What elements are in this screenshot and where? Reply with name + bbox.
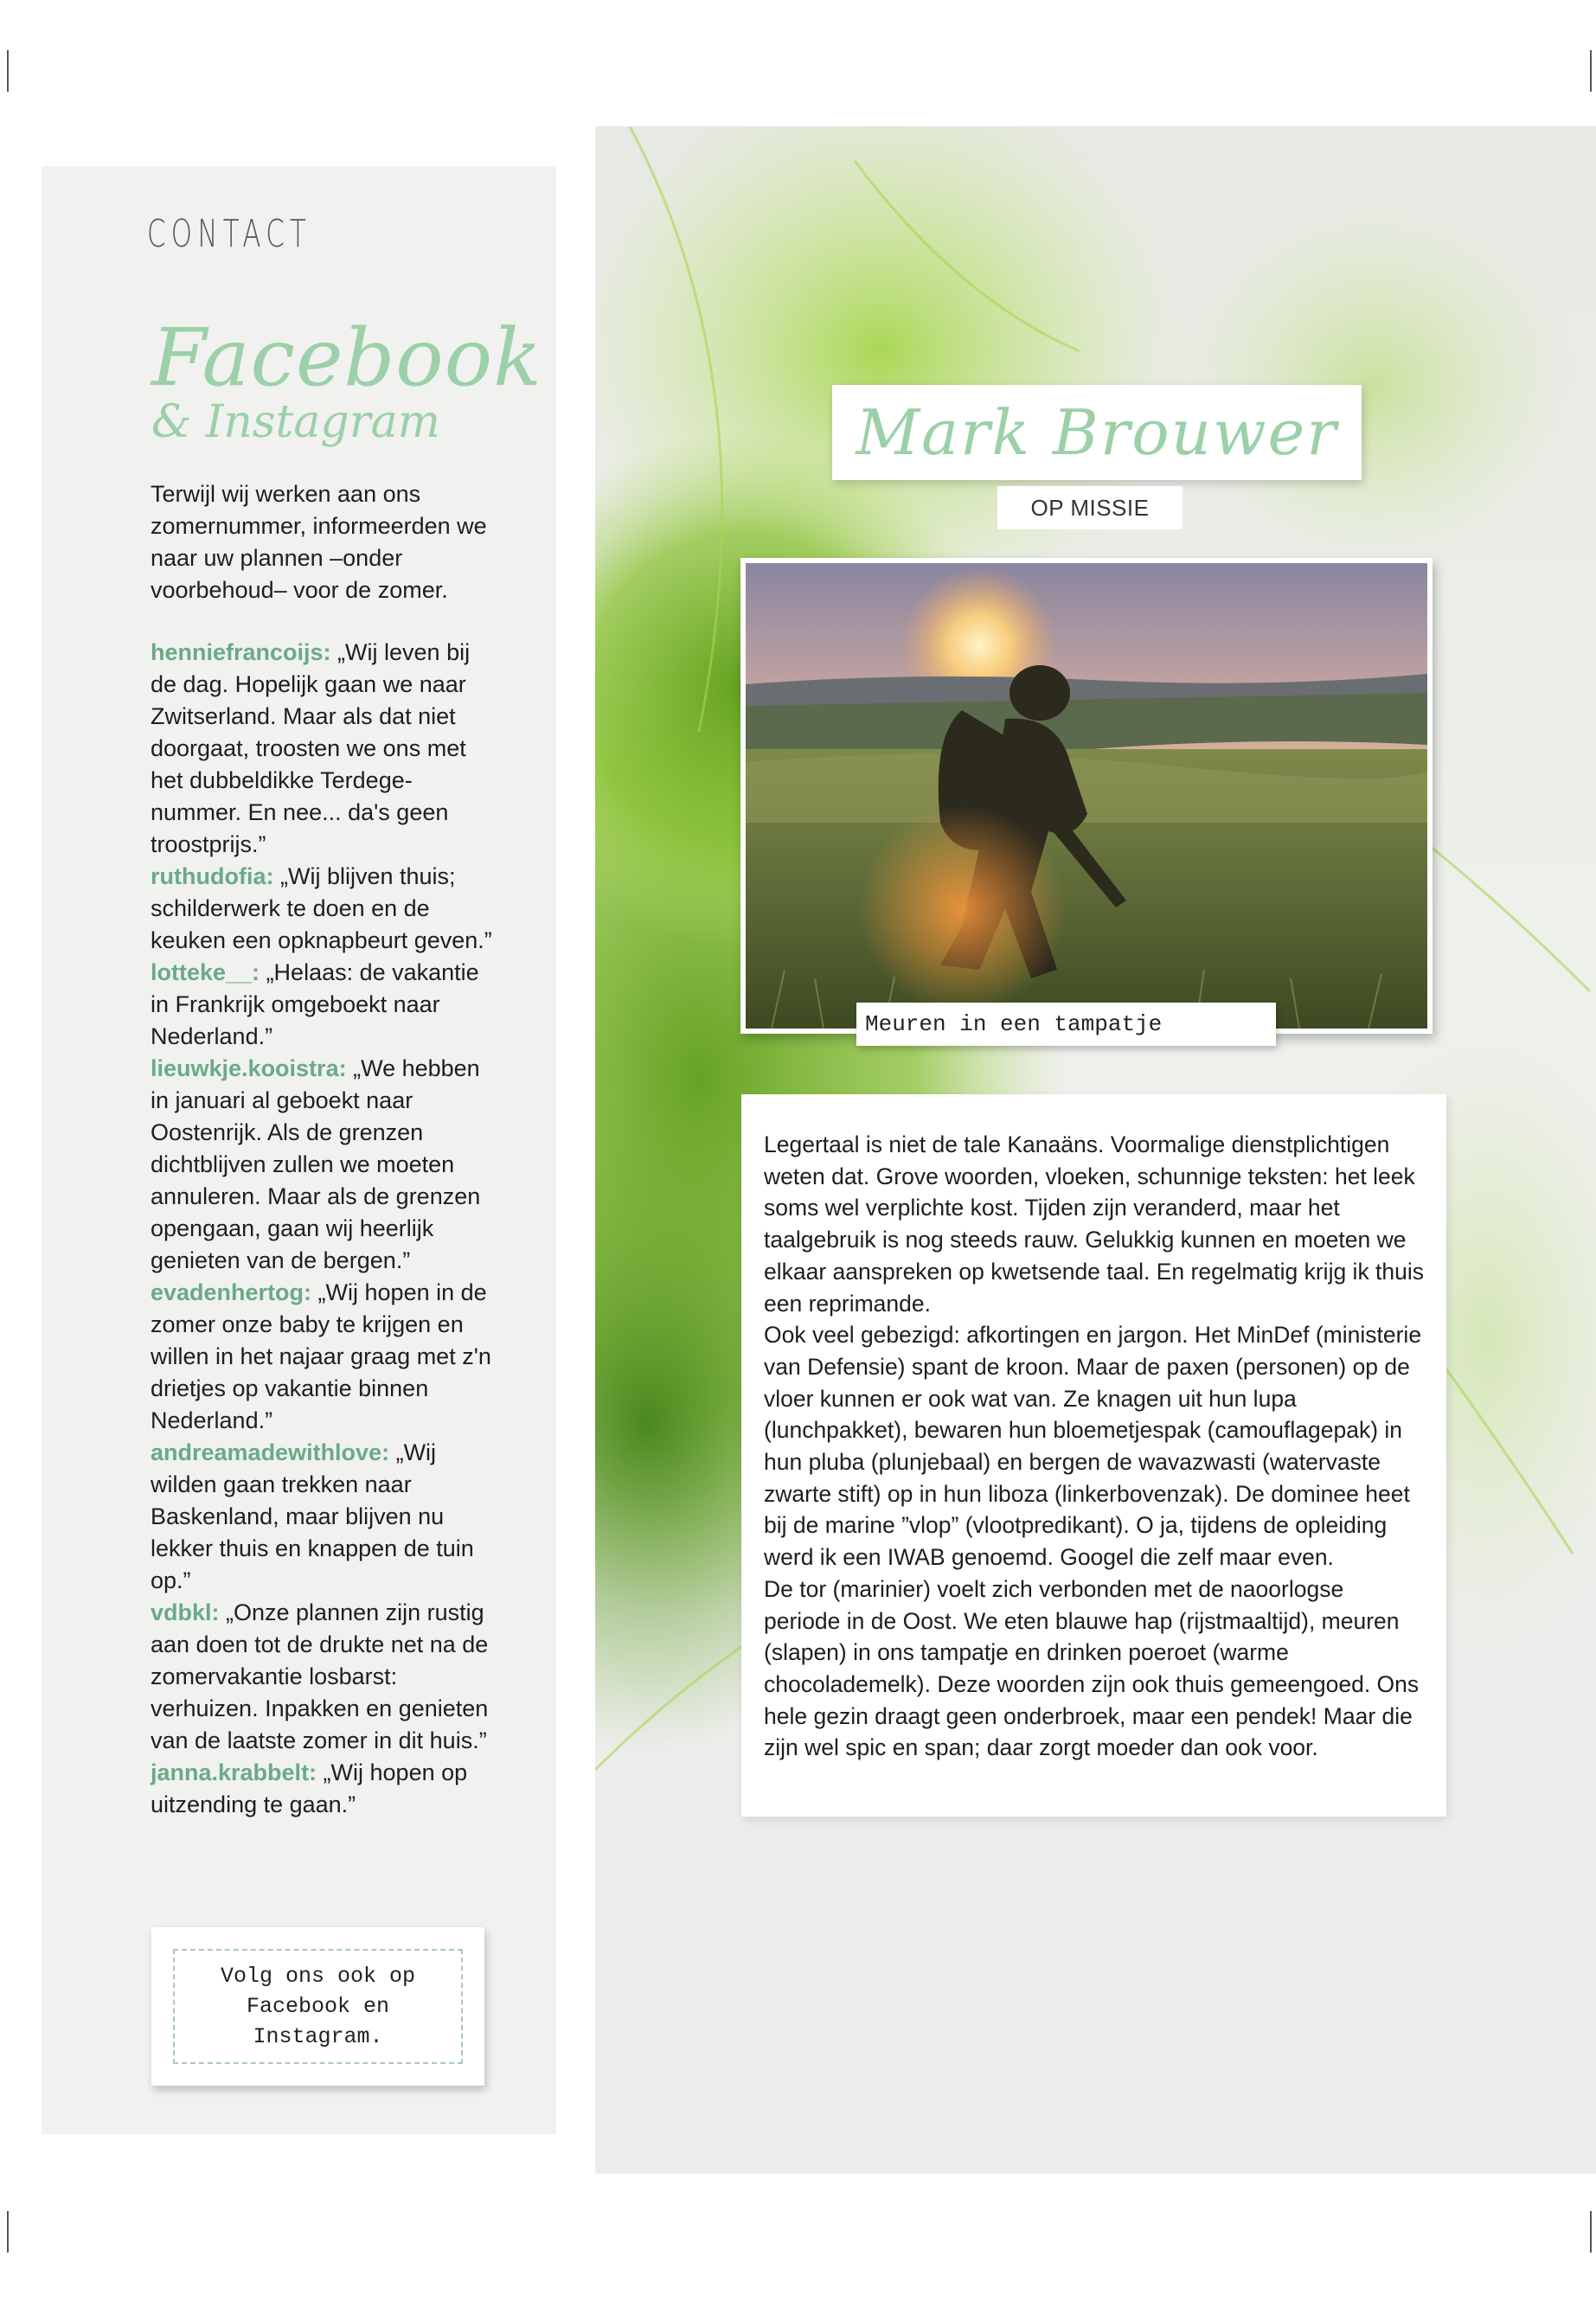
article-paragraph: Legertaal is niet de tale Kanaäns. Voormalige dienstplichtigen weten dat. Grove woorden, vloeken, schunnige teksten: het leek soms wel verplichte kost. Tijden zijn veranderd, maar het taalgebruik is nog steeds rauw. Gelukkig kunnen en moeten we elkaar aanspreken op kwetsende taal. En regelmatig krijg ik thuis een reprimande. bbox=[764, 1131, 1425, 1317]
comment-item bbox=[151, 1437, 497, 1597]
photo-caption: Meuren in een tampatje bbox=[856, 1003, 1276, 1046]
follow-card bbox=[151, 1927, 484, 2086]
comment-username: vdbkl: bbox=[151, 1599, 220, 1625]
comment-text: „We hebben in januari al geboekt naar Oostenrijk. Als de grenzen dichtblijven zullen we moeten annuleren. Maar als de grenzen opengaan, gaan wij heerlijk genieten van de bergen.” bbox=[151, 1055, 481, 1273]
crop-mark-bottom-right bbox=[1590, 2211, 1592, 2253]
follow-card-border bbox=[173, 1949, 463, 2064]
comment-text: „Helaas: de vakantie in Frankrijk omgeboekt naar Nederland.” bbox=[151, 959, 479, 1049]
comment-item bbox=[151, 637, 497, 861]
comment-username: janna.krabbelt: bbox=[151, 1759, 317, 1785]
article-body bbox=[764, 1129, 1426, 1764]
comment-username: evadenhertog: bbox=[151, 1279, 312, 1305]
comment-item bbox=[151, 1053, 497, 1277]
page-title: Facebook bbox=[151, 311, 542, 404]
soldier-sunset-photo bbox=[746, 563, 1427, 1029]
intro-text: Terwijl wij werken aan ons zomernummer, informeerden we naar uw plannen –onder voorbehoud– voor de zomer. bbox=[151, 481, 487, 603]
comment-text: „Wij blijven thuis; schilderwerk te doen en de keuken een opknapbeurt geven.” bbox=[151, 863, 492, 953]
comment-username: andreamadewithlove: bbox=[151, 1439, 390, 1465]
comment-item bbox=[151, 861, 497, 957]
feature-title-card bbox=[832, 385, 1362, 480]
article-card bbox=[741, 1094, 1446, 1817]
feature-title: Mark Brouwer bbox=[856, 396, 1338, 469]
crop-mark-top-left bbox=[7, 50, 9, 92]
article-paragraph: Ook veel gebezigd: afkortingen en jargon. Het MinDef (ministerie van Defensie) spant de kroon. Maar de paxen (personen) op de vloer kunnen er ook wat van. Ze knagen uit hun lupa (lunchpakket), bewaren hun bloemetjespak (camouflagepak) in hun pluba (plunjebaal) en bergen de wavazwasti (watervaste zwarte stift) op in hun liboza (linkerbovenzak). De dominee heet bij de marine ”vlop” (vlootpredikant). O ja, tijdens de opleiding werd ik een IWAB genoemd. Googel die zelf maar even. bbox=[764, 1322, 1422, 1571]
comment-username: ruthudofia: bbox=[151, 863, 274, 889]
crop-mark-bottom-left bbox=[7, 2211, 9, 2253]
comment-text: „Wij wilden gaan trekken naar Baskenland, maar blijven nu lekker thuis en knappen de tuin op.” bbox=[151, 1439, 474, 1593]
photo-card bbox=[740, 558, 1433, 1034]
section-label: CONTACT bbox=[147, 212, 312, 256]
comment-text: „Wij leven bij de dag. Hopelijk gaan we naar Zwitserland. Maar als dat niet doorgaat, troosten we ons met het dubbeldikke Terdege-nummer. En nee... da's geen troostprijs.” bbox=[151, 639, 471, 857]
comment-username: lotteke__: bbox=[151, 959, 260, 985]
comment-item bbox=[151, 1757, 497, 1821]
comment-item bbox=[151, 1597, 497, 1757]
comment-text: „Wij hopen op uitzending te gaan.” bbox=[151, 1759, 468, 1817]
comment-username: lieuwkje.kooistra: bbox=[151, 1055, 347, 1081]
crop-mark-top-right bbox=[1590, 50, 1592, 92]
comments-list bbox=[151, 637, 497, 1821]
comment-text: „Onze plannen zijn rustig aan doen tot de drukte net na de zomervakantie losbarst: verhuizen. Inpakken en genieten van de laatste zomer in dit huis.” bbox=[151, 1599, 489, 1753]
comment-username: henniefrancoijs: bbox=[151, 639, 331, 665]
feature-subtitle: OP MISSIE bbox=[997, 486, 1183, 529]
comment-text: „Wij hopen in de zomer onze baby te krijgen en willen in het najaar graag met z'n drietjes op vakantie binnen Nederland.” bbox=[151, 1279, 491, 1433]
comment-item bbox=[151, 957, 497, 1053]
page-subtitle: & Instagram bbox=[151, 396, 440, 448]
article-paragraph: De tor (marinier) voelt zich verbonden met de naoorlogse periode in de Oost. We eten blauwe hap (rijstmaaltijd), meuren (slapen) in ons tampatje en drinken poeroet (warme chocolademelk). Deze woorden zijn ook thuis gemeengoed. Ons hele gezin draagt geen onderbroek, maar een pendek! Maar die zijn wel spic en span; daar zorgt moeder dan ook voor. bbox=[764, 1575, 1420, 1761]
follow-text: Volg ons ook op Facebook en Instagram. bbox=[220, 1964, 416, 2049]
comment-item bbox=[151, 1277, 497, 1437]
